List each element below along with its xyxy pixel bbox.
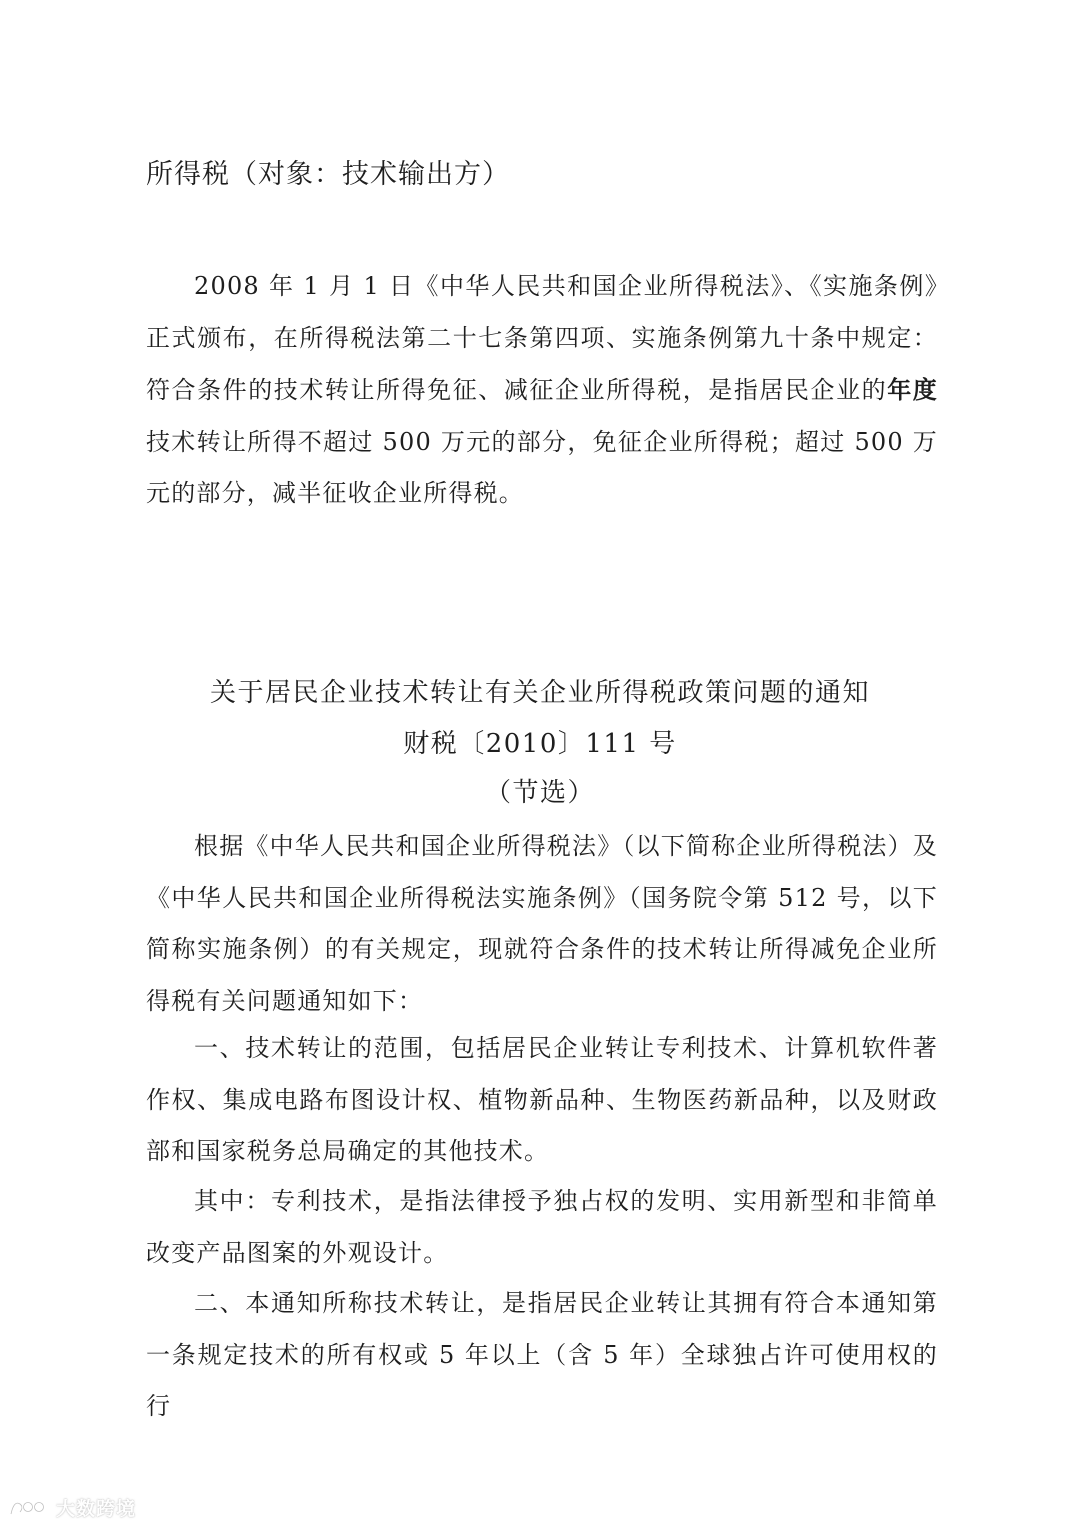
paragraph-text: 2008 年 1 月 1 日《中华人民共和国企业所得税法》、《实施条例》正式颁布，在所得税法第二十七条第四项、实施条例第九十条中规定：符合条件的技术转让所得免征、减征企业所得税，是指居民企业的: [146, 272, 938, 404]
notice-excerpt-note: （节选）: [484, 778, 595, 808]
paragraph-text: 技术转让所得不超过 500 万元的部分，免征企业所得税；超过 500 万元的部分，减半征收企业所得税。: [146, 427, 938, 507]
brand-logo-icon: [8, 1496, 52, 1518]
paragraph-patent-definition: 其中：专利技术，是指法律授予独占权的发明、实用新型和非简单改变产品图案的外观设计。: [146, 1187, 938, 1267]
section-heading: 所得税（对象：技术输出方）: [146, 159, 510, 190]
paragraph-transfer-definition: 二、本通知所称技术转让，是指居民企业转让其拥有符合本通知第一条规定技术的所有权或 5 年以上（含 5 年）全球独占许可使用权的行: [146, 1289, 938, 1420]
notice-title: 关于居民企业技术转让有关企业所得税政策问题的通知: [209, 678, 870, 708]
bold-emphasis: 年度: [887, 375, 938, 404]
paragraph-scope: 一、技术转让的范围，包括居民企业转让专利技术、计算机软件著作权、集成电路布图设计权、植物新品种、生物医药新品种，以及财政部和国家税务总局确定的其他技术。: [146, 1034, 938, 1165]
watermark: [8, 1494, 136, 1520]
notice-doc-number: 财税〔2010〕111 号: [403, 729, 677, 759]
watermark-text: 大数跨境: [56, 1497, 137, 1520]
paragraph-notice-intro: 根据《中华人民共和国企业所得税法》（以下简称企业所得税法）及《中华人民共和国企业所得税法实施条例》（国务院令第 512 号，以下简称实施条例）的有关规定，现就符合条件的技术转让所得减免企业所得税有关问题通知如下：: [146, 832, 938, 1015]
paragraph-income-tax-law: [146, 261, 938, 520]
